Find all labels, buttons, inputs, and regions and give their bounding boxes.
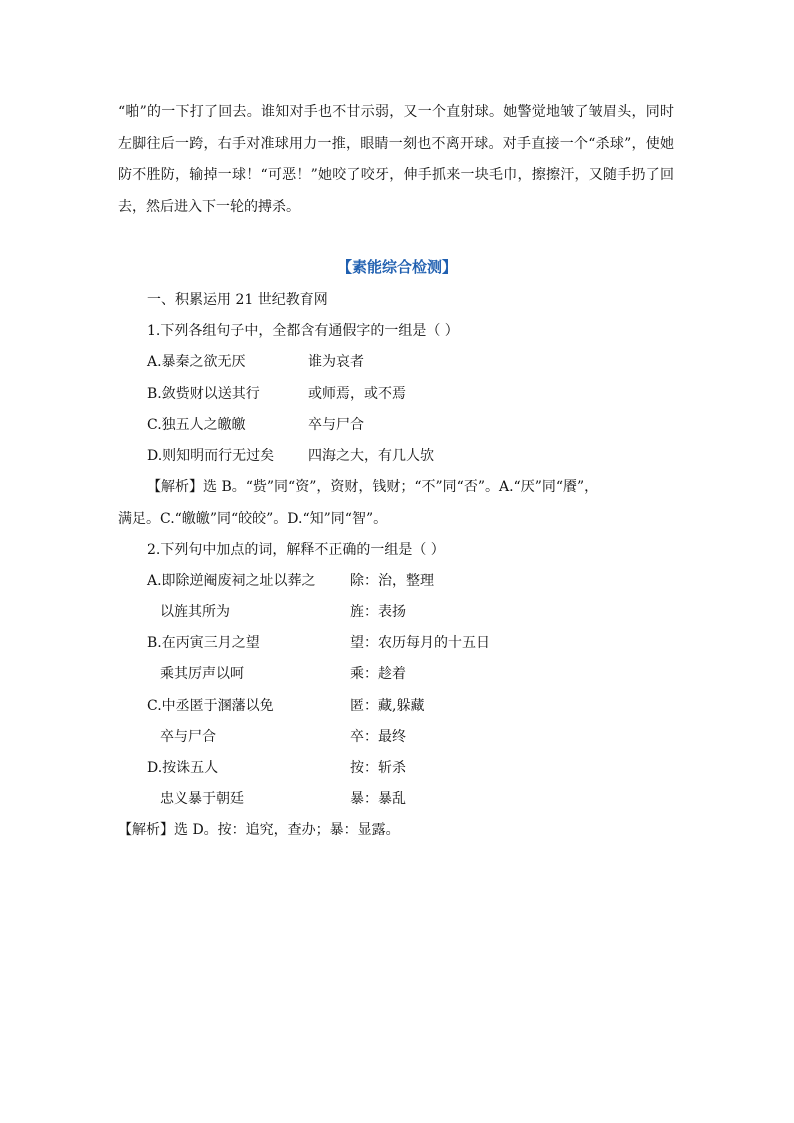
q1-option-a-second: 谁为哀者 [308,354,364,370]
passage-line: “啪”的一下打了回去。谁知对手也不甘示弱，又一个直射球。她警觉地皱了皱眉头，同时 [118,104,674,120]
q1-analysis-line: 满足。C.“皦皦”同“皎皎”。D.“知”同“智”。 [118,511,388,527]
q1-option-c: C.独五人之皦皦 [147,417,246,433]
q1-option-d-second: 四海之大，有几人欤 [308,448,434,464]
q2-row-a1: A.即除逆阉废祠之址以葬之 [147,573,316,589]
q2-row-d2: 忠义暴于朝廷 [160,791,244,807]
q2-row-c2: 卒与尸合 [160,729,216,745]
q2-analysis: 【解析】选 D。按：追究，查办；暴：显露。 [118,822,400,838]
q1-option-a: A.暴秦之欲无厌 [147,354,246,370]
q2-row-b1-gloss: 望：农历每月的十五日 [350,635,490,651]
part-title: 一、积累运用 21 世纪教育网 [147,292,328,308]
q1-option-b-second: 或师焉，或不焉 [308,386,406,402]
passage-line: 防不胜防，输掉一球！“可恶！”她咬了咬牙，伸手抓来一块毛巾，擦擦汗，又随手扔了回 [118,167,674,183]
q1-option-b: B.敛赀财以送其行 [147,386,260,402]
q2-row-b2: 乘其厉声以呵 [160,666,244,682]
q2-row-a1-gloss: 除：治，整理 [350,573,434,589]
q2-row-a2: 以旌其所为 [160,604,230,620]
question-1-stem: 1.下列各组句子中，全都含有通假字的一组是（ ） [147,323,459,339]
q2-row-d1: D.按诛五人 [147,760,219,776]
q2-row-c1: C.中丞匿于溷藩以免 [147,698,274,714]
q2-row-d1-gloss: 按：斩杀 [350,760,406,776]
passage-line: 去，然后进入下一轮的搏杀。 [118,199,300,215]
q1-analysis-line: 【解析】选 B。“赀”同“资”，资财，钱财；“不”同“否”。A.“厌”同“餍”， [147,479,599,495]
q2-row-c1-gloss: 匿：藏,躲藏 [350,698,425,714]
q1-option-d: D.则知明而行无过矣 [147,448,275,464]
question-2-stem: 2.下列句中加点的词，解释不正确的一组是（ ） [147,542,445,558]
q2-row-d2-gloss: 暴：暴乱 [350,791,406,807]
passage-line: 左脚往后一跨，右手对准球用力一推，眼睛一刻也不离开球。对手直接一个“杀球”，使她 [118,136,674,152]
section-heading: 【素能综合检测】 [336,258,457,276]
q1-option-c-second: 卒与尸合 [308,417,364,433]
q2-row-c2-gloss: 卒：最终 [350,729,406,745]
q2-row-a2-gloss: 旌：表扬 [350,604,406,620]
q2-row-b1: B.在丙寅三月之望 [147,635,260,651]
q2-row-b2-gloss: 乘：趁着 [350,666,406,682]
